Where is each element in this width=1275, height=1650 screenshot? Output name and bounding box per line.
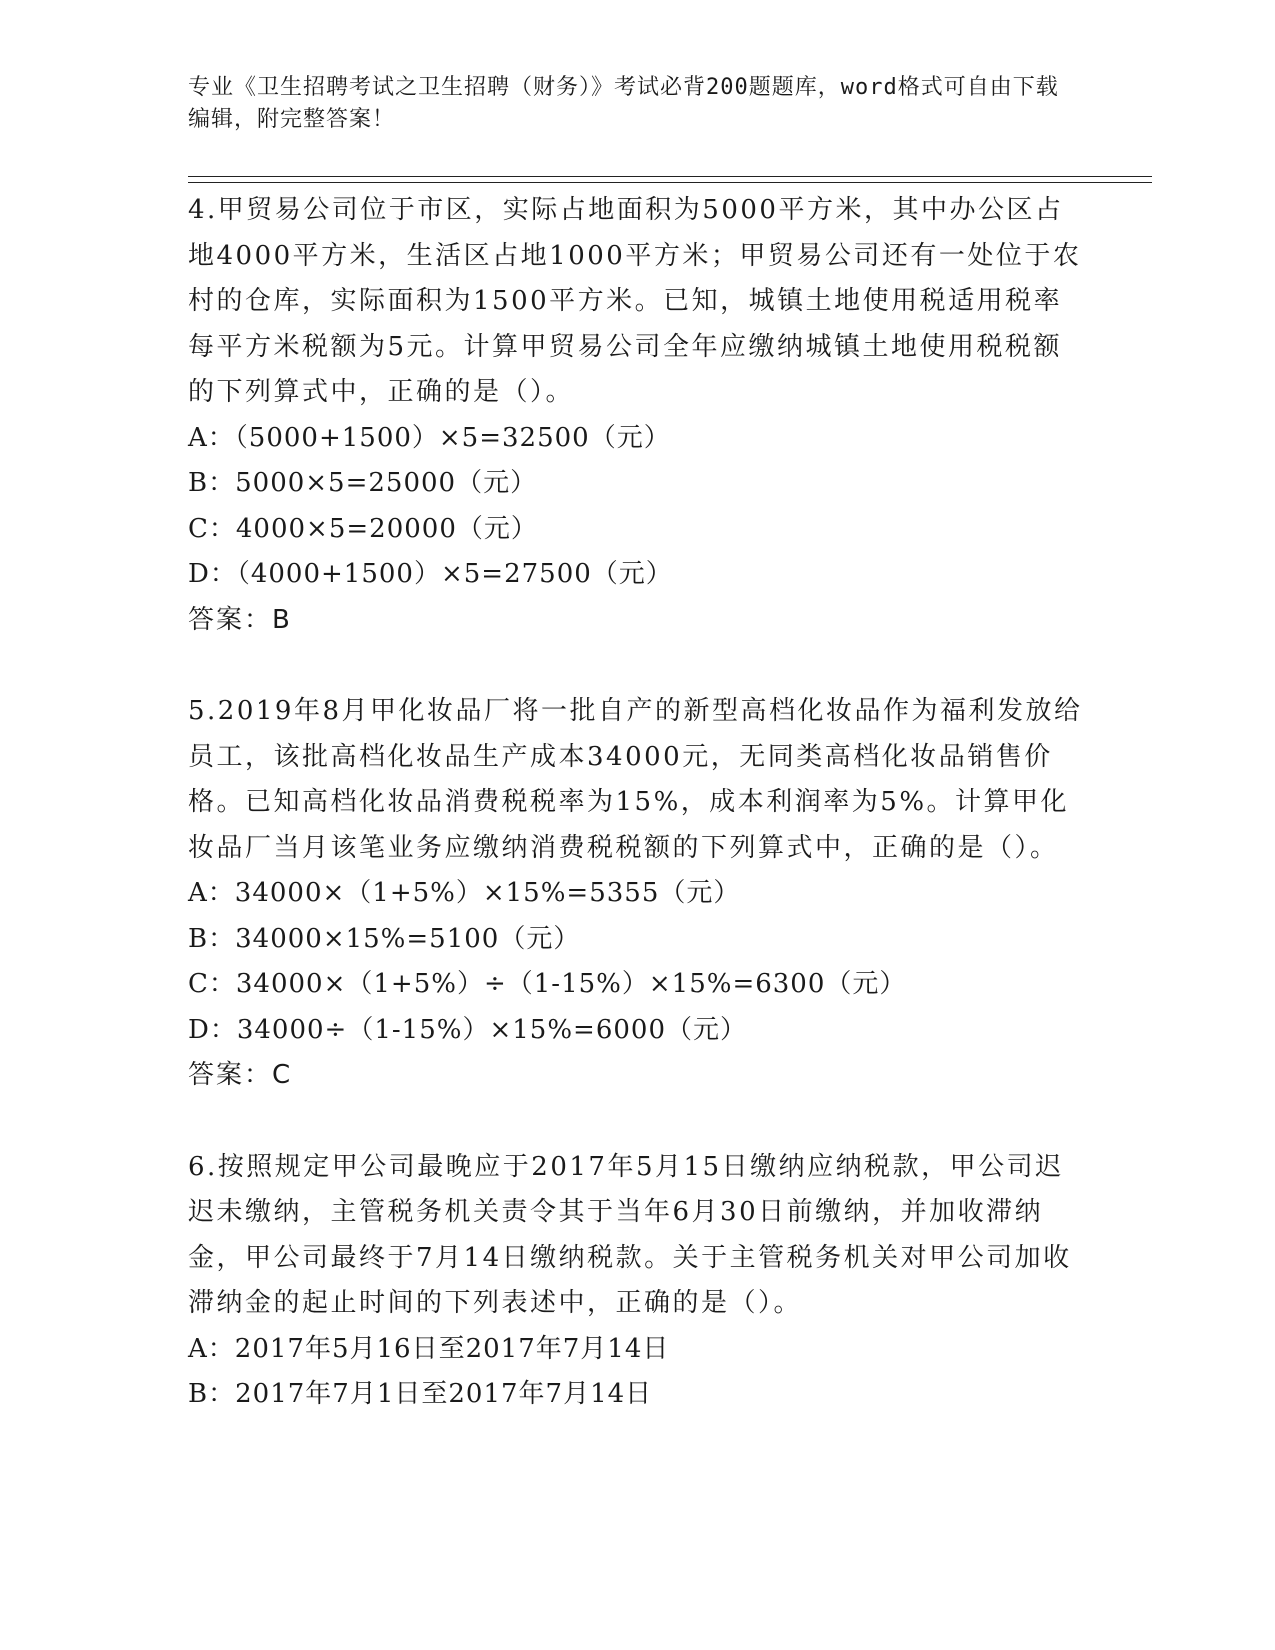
- option-c: C：4000×5=20000（元）: [188, 513, 538, 544]
- header-divider-top: [188, 176, 1152, 177]
- option-d: D：（4000+1500）×5=27500（元）: [188, 559, 673, 589]
- answer-label: 答案：B: [188, 604, 292, 635]
- option-b: B：5000×5=25000（元）: [188, 468, 538, 498]
- question-block: [188, 188, 1088, 643]
- question-stem: 5.2019年8月甲化妆品厂将一批自产的新型高档化妆品作为福利发放给员工，该批高档化妆品生产成本34000元，无同类高档化妆品销售价格。已知高档化妆品消费税税率为15%，成本利润率为5%。计算甲化妆品厂当月该笔业务应缴纳消费税税额的下列算式中，正确的是（）。: [188, 696, 1083, 863]
- question-block: [188, 1145, 1088, 1418]
- option-b: B：2017年7月1日至2017年7月14日: [188, 1379, 653, 1409]
- document-body: [188, 188, 1088, 1418]
- question-spacer: [188, 643, 1088, 689]
- question-spacer: [188, 1099, 1088, 1145]
- option-b: B：34000×15%=5100（元）: [188, 923, 581, 954]
- option-c: C：34000×（1+5%）÷（1-15%）×15%=6300（元）: [188, 969, 907, 999]
- question-stem: 6.按照规定甲公司最晚应于2017年5月15日缴纳应纳税款，甲公司迟迟未缴纳，主管税务机关责令其于当年6月30日前缴纳，并加收滞纳金，甲公司最终于7月14日缴纳税款。关于主管税务机关对甲公司加收滞纳金的起止时间的下列表述中，正确的是（）。: [188, 1151, 1072, 1318]
- question-block: [188, 689, 1088, 1099]
- header-divider-bottom: [188, 182, 1152, 183]
- option-a: A：（5000+1500）×5=32500（元）: [188, 422, 671, 453]
- option-a: A：2017年5月16日至2017年7月14日: [188, 1333, 670, 1364]
- option-a: A：34000×（1+5%）×15%=5355（元）: [188, 878, 741, 908]
- answer-label: 答案：C: [188, 1060, 293, 1090]
- question-stem: 4.甲贸易公司位于市区，实际占地面积为5000平方米，其中办公区占地4000平方米，生活区占地1000平方米；甲贸易公司还有一处位于农村的仓库，实际面积为1500平方米。已知，城镇土地使用税适用税率每平方米税额为5元。计算甲贸易公司全年应缴纳城镇土地使用税税额的下列算式中，正确的是（）。: [188, 195, 1082, 407]
- option-d: D：34000÷（1-15%）×15%=6000（元）: [188, 1014, 747, 1045]
- document-header: 专业《卫生招聘考试之卫生招聘（财务）》考试必背200题题库，word格式可自由下载编辑，附完整答案！: [188, 75, 1059, 132]
